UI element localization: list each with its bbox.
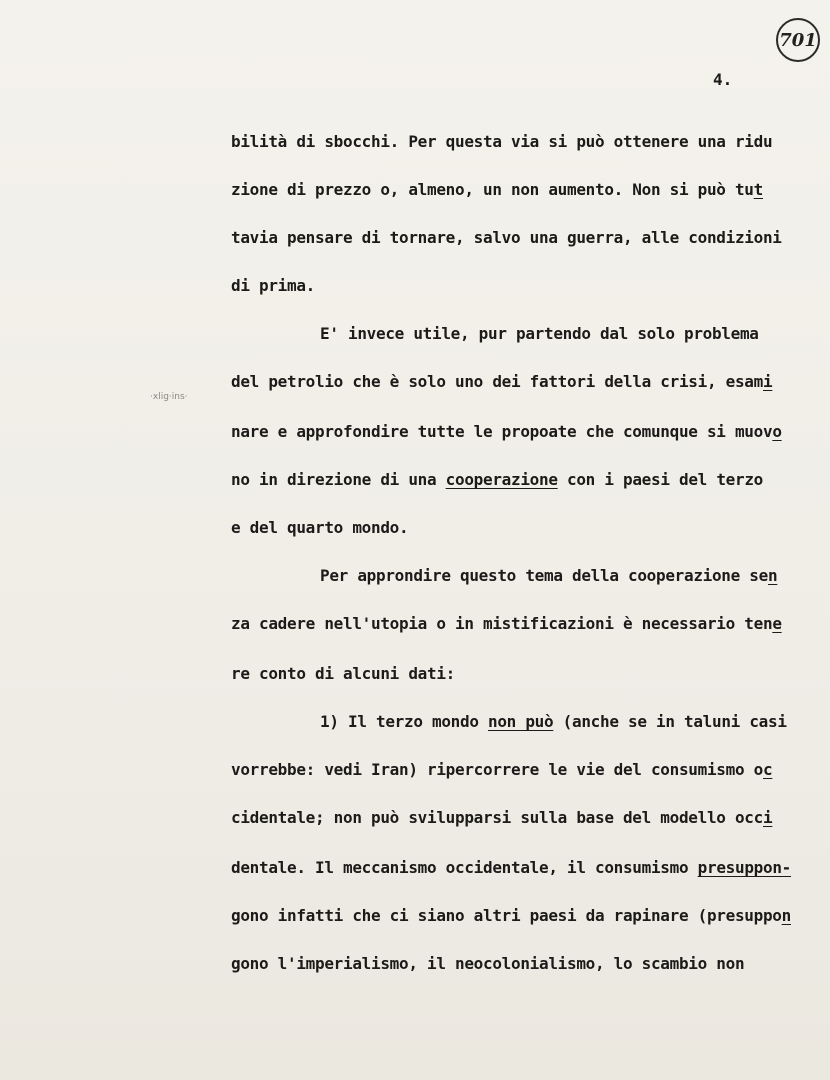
text-line-14: vorrebbe: vedi Iran) ripercorrere le vie del consumismo oc <box>231 760 773 779</box>
text-line-11: za cadere nell'utopia o in mistificazioni è necessario tene <box>231 614 782 633</box>
text-line-5: E' invece utile, pur partendo dal solo problema <box>320 324 759 343</box>
text-line-8: no in direzione di una cooperazione con i paesi del terzo <box>231 470 763 489</box>
underlined-presuppon: presuppon- <box>697 858 791 877</box>
text-line-4: di prima. <box>231 276 315 295</box>
text-line-16: dentale. Il meccanismo occidentale, il consumismo presuppon- <box>231 858 791 877</box>
text-line-17: gono infatti che ci siano altri paesi da rapinare (presuppon <box>231 906 791 925</box>
page-number: 4. <box>713 70 733 89</box>
text-line-2: zione di prezzo o, almeno, un non aumento. Non si può tut <box>231 180 763 199</box>
text-line-13: 1) Il terzo mondo non può (anche se in taluni casi <box>320 712 787 731</box>
text-line-3: tavia pensare di tornare, salvo una guerra, alle condizioni <box>231 228 782 247</box>
page-stamp: 701 <box>776 18 820 62</box>
text-line-7: nare e approfondire tutte le propoate che comunque si muovo <box>231 422 782 441</box>
text-line-12: re conto di alcuni dati: <box>231 664 455 683</box>
underlined-cooperazione: cooperazione <box>445 470 558 489</box>
underlined-non-puo: non può <box>488 712 554 731</box>
text-line-6: del petrolio che è solo uno dei fattori della crisi, esami <box>231 372 773 391</box>
bleed-through-smudge: ·xlig·ins· <box>150 392 188 402</box>
text-line-18: gono l'imperialismo, il neocolonialismo, lo scambio non <box>231 954 745 973</box>
text-line-15: cidentale; non può svilupparsi sulla base del modello occi <box>231 808 773 827</box>
text-line-1: bilità di sbocchi. Per questa via si può ottenere una ridu <box>231 132 773 151</box>
text-line-10: Per approndire questo tema della cooperazione sen <box>320 566 778 585</box>
text-line-9: e del quarto mondo. <box>231 518 409 537</box>
